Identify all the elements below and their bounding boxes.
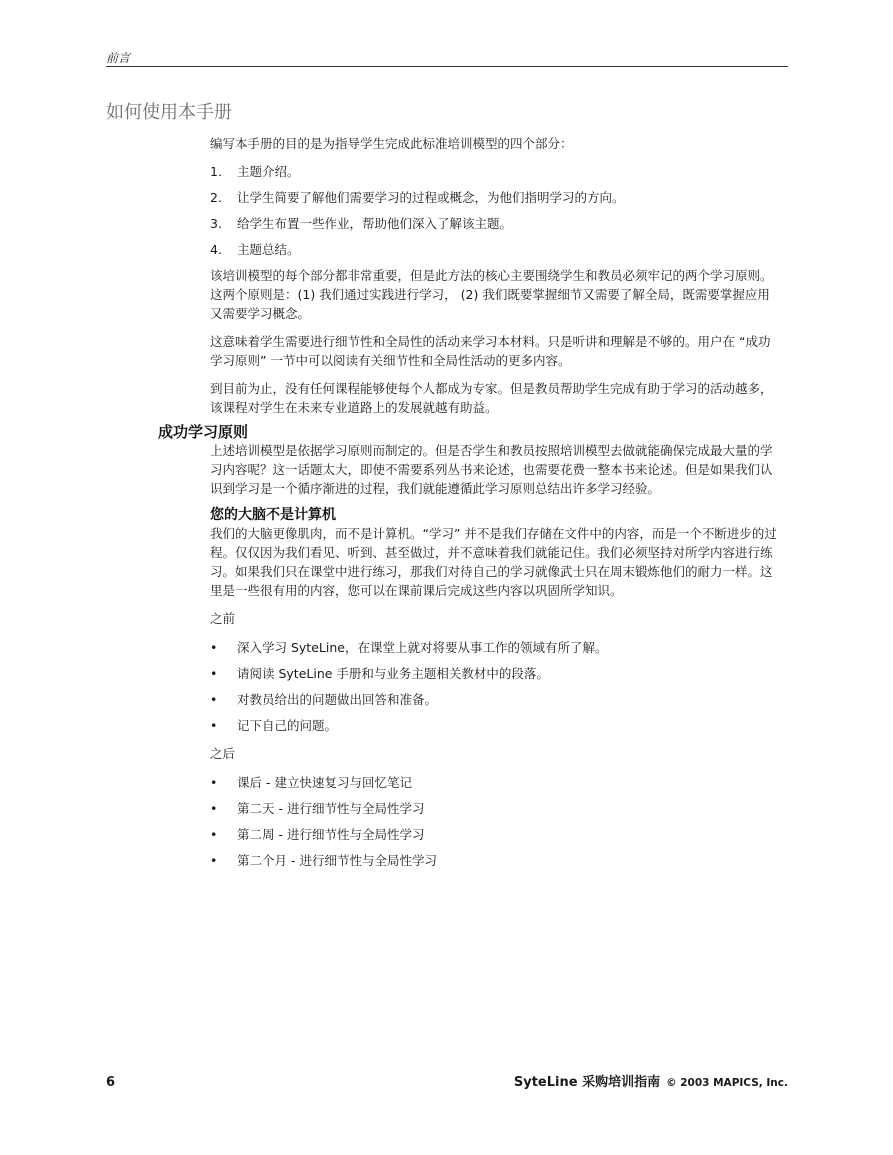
principles-heading: 成功学习原则: [158, 423, 249, 441]
list-item-text: 第二天 - 进行细节性与全局性学习: [237, 801, 425, 816]
header-label: 前言: [106, 51, 131, 65]
before-label: 之前: [210, 611, 236, 626]
list-item: [210, 773, 780, 792]
list-number: 3.: [210, 216, 222, 231]
list-item-text: 第二周 - 进行细节性与全局性学习: [237, 827, 425, 842]
list-item-text: 深入学习 SyteLine，在课堂上就对将要从事工作的领域有所了解。: [237, 640, 608, 655]
list-item: [210, 716, 780, 735]
brain-heading: 您的大脑不是计算机: [210, 507, 336, 523]
principles-body: [210, 441, 780, 877]
after-label: 之后: [210, 746, 236, 761]
footer-info: [514, 1073, 788, 1093]
body-paragraph: 该培训模型的每个部分都非常重要，但是此方法的核心主要围绕学生和教员必须牢记的两个学习原则。这两个原则是：(1) 我们通过实践进行学习， (2) 我们既要掌握细节又需要了解全局，既需要掌握应用又需要学习概念。: [210, 268, 773, 321]
bullet-marker: •: [210, 853, 218, 868]
bullet-marker: •: [210, 666, 218, 681]
bullet-marker: •: [210, 640, 218, 655]
footer-title: SyteLine 采购培训指南: [513, 1075, 661, 1090]
list-item: [210, 690, 780, 709]
bullet-marker: •: [210, 718, 218, 733]
page-number: 6: [106, 1075, 116, 1090]
list-item: [210, 851, 780, 870]
section-title: 如何使用本手册: [106, 102, 232, 123]
body-paragraph: 到目前为止，没有任何课程能够使每个人都成为专家。但是教员帮助学生完成有助于学习的活动越多，该课程对学生在未来专业道路上的发展就越有助益。: [210, 381, 773, 415]
bullet-marker: •: [210, 775, 218, 790]
list-number: 1.: [210, 164, 222, 179]
after-list: [210, 773, 780, 870]
list-item: [210, 214, 780, 233]
list-item: [210, 162, 780, 181]
page-footer: [106, 1073, 788, 1093]
footer-copyright: © 2003 MAPICS, Inc.: [666, 1077, 788, 1089]
list-item-text: 给学生布置一些作业，帮助他们深入了解该主题。: [237, 216, 513, 231]
list-item-text: 主题介绍。: [237, 164, 300, 179]
bullet-marker: •: [210, 692, 218, 707]
list-item-text: 第二个月 - 进行细节性与全局性学习: [237, 853, 437, 868]
before-list: [210, 638, 780, 735]
body-paragraph: 上述培训模型是依据学习原则而制定的。但是否学生和教员按照培训模型去做就能确保完成最大量的学习内容呢？这一话题太大，即使不需要系列丛书来论述，也需要花费一整本书来论述。但是如果我们认识到学习是一个循序渐进的过程，我们就能遵循此学习原则总结出许多学习经验。: [210, 443, 773, 496]
list-number: 4.: [210, 242, 222, 257]
body-paragraph: 我们的大脑更像肌肉，而不是计算机。“学习” 并不是我们存储在文件中的内容，而是一个不断进步的过程。仅仅因为我们看见、听到、甚至做过，并不意味着我们就能记住。我们必须坚持对所学内容进行练习。如果我们只在课堂中进行练习，那我们对待自己的学习就像武士只在周末锻炼他们的耐力一样。这里是一些很有用的内容，您可以在课前课后完成这些内容以巩固所学知识。: [210, 526, 777, 598]
list-number: 2.: [210, 190, 222, 205]
list-item: [210, 188, 780, 207]
steps-list: [210, 162, 780, 259]
intro-paragraph: 编写本手册的目的是为指导学生完成此标准培训模型的四个部分：: [210, 136, 573, 151]
list-item-text: 主题总结。: [237, 242, 300, 257]
section-body: [210, 134, 780, 426]
list-item-text: 记下自己的问题。: [237, 718, 338, 733]
list-item: [210, 240, 780, 259]
list-item-text: 让学生简要了解他们需要学习的过程或概念，为他们指明学习的方向。: [237, 190, 625, 205]
list-item: [210, 825, 780, 844]
body-paragraph: 这意味着学生需要进行细节性和全局性的活动来学习本材料。只是听讲和理解是不够的。用户在 “成功学习原则” 一节中可以阅读有关细节性和全局性活动的更多内容。: [210, 334, 771, 368]
bullet-marker: •: [210, 801, 218, 816]
list-item-text: 课后 - 建立快速复习与回忆笔记: [237, 775, 412, 790]
bullet-marker: •: [210, 827, 218, 842]
running-header: [106, 50, 788, 67]
list-item-text: 请阅读 SyteLine 手册和与业务主题相关教材中的段落。: [237, 666, 549, 681]
list-item: [210, 799, 780, 818]
list-item-text: 对教员给出的问题做出回答和准备。: [237, 692, 438, 707]
list-item: [210, 664, 780, 683]
list-item: [210, 638, 780, 657]
